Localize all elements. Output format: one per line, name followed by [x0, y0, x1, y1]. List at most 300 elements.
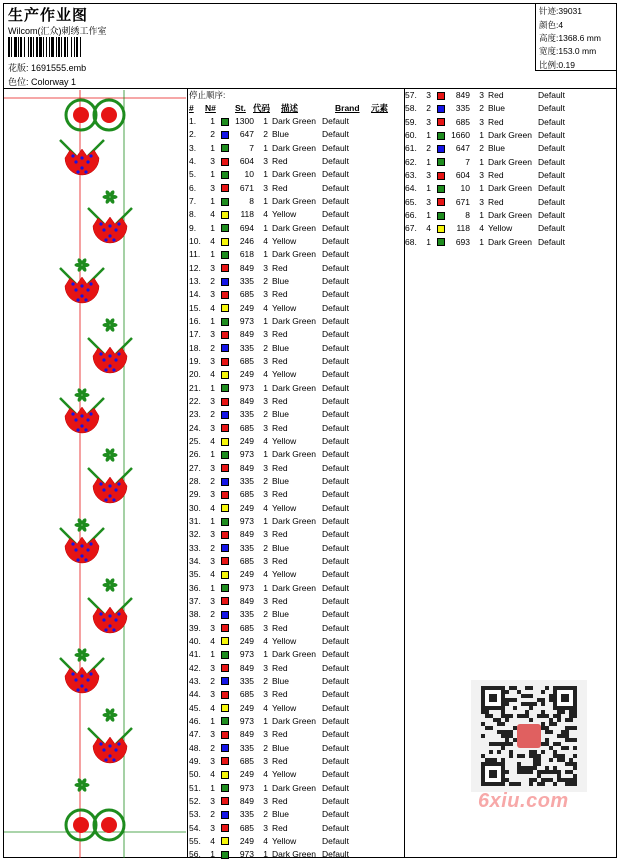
needle-number: 1	[210, 116, 215, 127]
qr-module	[553, 722, 557, 726]
thread-code: 973	[239, 449, 254, 460]
color-swatch	[437, 225, 445, 233]
thread-brand: Default	[322, 356, 349, 367]
table-row	[189, 608, 403, 621]
thread-code: 249	[239, 835, 254, 846]
thread-code: 685	[239, 422, 254, 433]
qr-module	[541, 726, 545, 730]
flower-motif-dot	[84, 298, 87, 301]
needle-number: 3	[210, 729, 215, 740]
color-number: 3	[263, 555, 268, 566]
qr-module	[549, 758, 553, 762]
flower-motif-dot	[71, 412, 74, 415]
color-description: Red	[272, 729, 288, 740]
qr-module	[501, 746, 505, 750]
color-description: Blue	[272, 675, 290, 686]
table-row	[189, 328, 403, 341]
qr-module	[533, 702, 537, 706]
thread-code: 685	[239, 755, 254, 766]
thread-brand: Default	[322, 182, 349, 193]
col-code: 代码	[253, 103, 271, 113]
thread-code: 335	[239, 542, 254, 553]
thread-brand: Default	[322, 249, 349, 260]
qr-module	[549, 718, 553, 722]
needle-number: 3	[210, 462, 215, 473]
qr-module	[529, 754, 533, 758]
color-description: Yellow	[272, 702, 297, 713]
color-number: 1	[263, 582, 268, 593]
flower-motif-dot	[80, 674, 83, 677]
qr-module	[517, 766, 521, 770]
thread-code: 604	[455, 170, 470, 181]
table-row	[189, 808, 403, 821]
color-number: 4	[263, 635, 268, 646]
qr-module	[557, 742, 561, 746]
color-description: Yellow	[272, 769, 297, 780]
qr-module	[509, 734, 513, 738]
page-title: 生产作业图	[8, 7, 89, 24]
color-swatch	[221, 611, 229, 619]
stop-number: 41.	[189, 649, 201, 660]
needle-number: 3	[210, 156, 215, 167]
qr-module	[541, 742, 545, 746]
color-description: Blue	[272, 342, 290, 353]
thread-brand: Default	[322, 675, 349, 686]
color-description: Red	[272, 262, 288, 273]
stop-sequence-table-2	[405, 89, 617, 249]
thread-code: 973	[239, 649, 254, 660]
col-needle: N#	[205, 103, 216, 113]
qr-module	[541, 710, 545, 714]
color-swatch	[221, 797, 229, 805]
qr-module	[569, 758, 573, 762]
color-swatch	[221, 704, 229, 712]
qr-module	[569, 718, 573, 722]
stop-number: 46.	[189, 715, 201, 726]
qr-module	[513, 686, 517, 690]
table-row	[189, 448, 403, 461]
flower-motif-dot	[80, 684, 83, 687]
thread-code: 335	[239, 342, 254, 353]
thread-code: 10	[460, 183, 470, 194]
thread-code: 335	[455, 103, 470, 114]
table-row	[189, 488, 403, 501]
qr-module	[525, 710, 529, 714]
thread-brand: Default	[538, 143, 565, 154]
flower-motif-dot	[89, 412, 92, 415]
needle-number: 4	[210, 209, 215, 220]
color-number: 3	[263, 356, 268, 367]
color-description: Dark Green	[488, 156, 532, 167]
qr-module	[529, 770, 533, 774]
table-row	[189, 635, 403, 648]
qr-module	[505, 742, 509, 746]
qr-module	[537, 782, 541, 786]
color-number: 3	[263, 262, 268, 273]
needle-number: 4	[210, 835, 215, 846]
table-row	[189, 795, 403, 808]
qr-module	[509, 714, 513, 718]
color-description: Dark Green	[272, 316, 316, 327]
qr-module	[529, 702, 533, 706]
thread-brand: Default	[322, 622, 349, 633]
stop-number: 12.	[189, 262, 201, 273]
color-number: 1	[263, 249, 268, 260]
qr-module	[545, 726, 549, 730]
thread-brand: Default	[322, 769, 349, 780]
thread-code: 685	[239, 689, 254, 700]
table-row	[189, 741, 403, 754]
thread-code: 973	[239, 316, 254, 327]
table-row	[189, 568, 403, 581]
color-description: Yellow	[488, 223, 513, 234]
color-swatch	[221, 531, 229, 539]
thread-code: 8	[465, 210, 470, 221]
qr-module	[505, 734, 509, 738]
qr-module	[529, 718, 533, 722]
qr-module	[533, 754, 537, 758]
thread-brand: Default	[322, 236, 349, 247]
color-description: Blue	[272, 542, 290, 553]
thread-brand: Default	[322, 302, 349, 313]
qr-module	[573, 738, 577, 742]
stat-scale: 比例: 0.19	[539, 59, 575, 70]
flower-motif	[93, 347, 127, 373]
qr-module	[557, 770, 561, 774]
thread-brand: Default	[322, 662, 349, 673]
flower-motif-dot	[76, 298, 79, 301]
thread-code: 849	[239, 529, 254, 540]
needle-number: 1	[210, 715, 215, 726]
color-swatch	[221, 158, 229, 166]
qr-module	[569, 738, 573, 742]
color-description: Dark Green	[488, 210, 532, 221]
table-row	[405, 89, 617, 102]
qr-module	[505, 738, 509, 742]
color-description: Red	[488, 196, 504, 207]
qr-module	[557, 734, 561, 738]
color-swatch	[221, 251, 229, 259]
table-row	[405, 156, 617, 169]
color-number: 3	[263, 422, 268, 433]
needle-number: 4	[426, 223, 431, 234]
color-number: 2	[263, 129, 268, 140]
qr-module	[485, 726, 489, 730]
thread-code: 849	[455, 90, 470, 101]
flower-motif-dot	[99, 222, 102, 225]
qr-module	[533, 778, 537, 782]
flower-motif-dot	[86, 160, 89, 163]
color-swatch	[221, 171, 229, 179]
color-description: Red	[272, 595, 288, 606]
table-row	[189, 128, 403, 141]
qr-module	[497, 722, 501, 726]
thread-code: 335	[239, 675, 254, 686]
color-swatch	[221, 238, 229, 246]
needle-number: 4	[210, 502, 215, 513]
thread-brand: Default	[322, 582, 349, 593]
qr-module	[561, 746, 565, 750]
thread-brand: Default	[322, 196, 349, 207]
color-swatch	[221, 371, 229, 379]
needle-number: 2	[426, 103, 431, 114]
color-description: Dark Green	[272, 169, 316, 180]
needle-number: 3	[210, 262, 215, 273]
stop-number: 42.	[189, 662, 201, 673]
needle-number: 1	[210, 782, 215, 793]
stop-number: 51.	[189, 782, 201, 793]
qr-module	[517, 690, 521, 694]
qr-module	[529, 782, 533, 786]
qr-module	[525, 714, 529, 718]
color-number: 3	[263, 662, 268, 673]
bottom-flower-left	[73, 817, 89, 833]
thread-brand: Default	[322, 755, 349, 766]
qr-module	[509, 754, 513, 758]
flower-motif-dot	[108, 754, 111, 757]
color-number: 1	[479, 210, 484, 221]
needle-number: 3	[210, 182, 215, 193]
color-description: Yellow	[272, 236, 297, 247]
thread-brand: Default	[322, 809, 349, 820]
qr-module	[553, 766, 557, 770]
color-swatch	[221, 544, 229, 552]
stop-number: 59.	[405, 116, 417, 127]
flower-motif-dot	[86, 678, 89, 681]
flower-motif-dot	[99, 482, 102, 485]
color-number: 3	[479, 90, 484, 101]
watermark-logo: 6xiu.com	[478, 790, 569, 812]
color-number: 1	[263, 382, 268, 393]
table-row	[189, 848, 403, 861]
color-number: 3	[263, 822, 268, 833]
stop-sequence-table-1	[189, 89, 403, 861]
thread-brand: Default	[322, 169, 349, 180]
color-swatch	[221, 851, 229, 859]
col-st: St.	[235, 103, 246, 113]
color-swatch	[221, 637, 229, 645]
thread-code: 973	[239, 782, 254, 793]
needle-number: 3	[210, 755, 215, 766]
flower-motif-dot	[86, 418, 89, 421]
thread-code: 973	[239, 849, 254, 860]
qr-module	[573, 746, 577, 750]
flower-motif-dot	[117, 742, 120, 745]
flower-motif-dot	[80, 424, 83, 427]
thread-brand: Default	[322, 436, 349, 447]
qr-module	[561, 754, 565, 758]
flower-motif	[93, 737, 127, 763]
qr-module	[533, 750, 537, 754]
color-description: Blue	[272, 609, 290, 620]
table-row	[189, 275, 403, 288]
color-swatch	[221, 278, 229, 286]
color-swatch	[221, 691, 229, 699]
thread-brand: Default	[538, 210, 565, 221]
qr-module	[533, 762, 537, 766]
color-swatch	[221, 398, 229, 406]
needle-number: 3	[210, 689, 215, 700]
flower-motif-dot	[84, 688, 87, 691]
stop-number: 56.	[189, 849, 201, 860]
flower-motif-dot	[74, 160, 77, 163]
color-number: 4	[263, 502, 268, 513]
color-swatch	[221, 677, 229, 685]
qr-module	[485, 714, 489, 718]
thread-code: 118	[456, 223, 470, 234]
qr-module	[493, 718, 497, 722]
flower-motif-dot	[104, 368, 107, 371]
table-row	[189, 115, 403, 128]
design-file-line	[8, 61, 86, 74]
needle-number: 3	[210, 289, 215, 300]
stop-number: 13.	[189, 276, 201, 287]
flower-motif-dot	[104, 628, 107, 631]
color-description: Dark Green	[488, 130, 532, 141]
flower-motif-dot	[102, 748, 105, 751]
table-row	[189, 262, 403, 275]
thread-brand: Default	[322, 276, 349, 287]
qr-module	[565, 770, 569, 774]
thread-brand: Default	[322, 502, 349, 513]
stop-number: 16.	[189, 316, 201, 327]
color-description: Red	[272, 422, 288, 433]
qr-module	[557, 714, 561, 718]
qr-module	[525, 770, 529, 774]
needle-number: 3	[426, 90, 431, 101]
thread-brand: Default	[538, 170, 565, 181]
thread-brand: Default	[322, 702, 349, 713]
thread-brand: Default	[322, 396, 349, 407]
flower-motif-dot	[114, 618, 117, 621]
table-row	[189, 542, 403, 555]
flower-motif-dot	[104, 498, 107, 501]
flower-motif-dot	[71, 282, 74, 285]
thread-brand: Default	[322, 609, 349, 620]
qr-module	[481, 754, 485, 758]
qr-module	[541, 702, 545, 706]
qr-module	[489, 758, 493, 762]
flower-motif-dot	[114, 358, 117, 361]
thread-brand: Default	[322, 489, 349, 500]
design-preview	[4, 90, 186, 858]
qr-module	[541, 782, 545, 786]
qr-module	[549, 746, 553, 750]
flower-motif-dot	[76, 558, 79, 561]
color-swatch	[221, 771, 229, 779]
color-swatch	[437, 132, 445, 140]
color-number: 1	[263, 649, 268, 660]
color-description: Red	[272, 689, 288, 700]
needle-number: 1	[210, 516, 215, 526]
qr-module	[485, 710, 489, 714]
color-number: 2	[263, 409, 268, 420]
bottom-flower-right	[101, 817, 117, 833]
color-number: 2	[479, 103, 484, 114]
qr-module	[509, 686, 513, 690]
stop-number: 67.	[405, 223, 417, 234]
needle-number: 2	[210, 276, 215, 287]
needle-number: 3	[210, 662, 215, 673]
thread-brand: Default	[322, 316, 349, 327]
stop-number: 43.	[189, 675, 201, 686]
qr-module	[553, 754, 557, 758]
table-row	[405, 182, 617, 195]
color-number: 4	[479, 223, 484, 234]
color-description: Red	[272, 182, 288, 193]
flower-motif-dot	[99, 352, 102, 355]
color-number: 3	[263, 795, 268, 806]
stop-number: 10.	[189, 236, 201, 247]
needle-number: 2	[210, 809, 215, 820]
color-swatch	[221, 144, 229, 152]
qr-module	[565, 782, 569, 786]
qr-module	[505, 690, 509, 694]
thread-code: 973	[239, 382, 254, 393]
qr-module	[509, 742, 513, 746]
flower-motif	[93, 217, 127, 243]
color-number: 2	[263, 609, 268, 620]
needle-number: 4	[210, 769, 215, 780]
qr-module	[505, 718, 509, 722]
stop-number: 17.	[189, 329, 201, 340]
stop-number: 35.	[189, 569, 201, 580]
color-number: 1	[263, 516, 268, 526]
color-swatch	[437, 172, 445, 180]
stop-number: 6.	[189, 182, 197, 193]
qr-module	[561, 758, 565, 762]
table-row	[189, 688, 403, 701]
flower-motif-dot	[99, 742, 102, 745]
color-description: Blue	[272, 409, 290, 420]
flower-motif-dot	[76, 688, 79, 691]
thread-code: 647	[455, 143, 470, 154]
table-row	[405, 129, 617, 142]
thread-code: 685	[239, 289, 254, 300]
thread-brand: Default	[322, 462, 349, 473]
qr-module	[497, 750, 501, 754]
flower-motif	[65, 407, 99, 433]
needle-number: 2	[210, 342, 215, 353]
flower-motif-dot	[114, 748, 117, 751]
color-description: Red	[272, 822, 288, 833]
color-description: Red	[272, 795, 288, 806]
thread-brand: Default	[322, 409, 349, 420]
qr-module	[481, 722, 485, 726]
thread-code: 849	[239, 262, 254, 273]
thread-code: 246	[239, 236, 254, 247]
thread-brand: Default	[322, 835, 349, 846]
qr-module	[529, 750, 533, 754]
color-number: 3	[263, 622, 268, 633]
company-name: Wilcom(汇众)刺绣工作室	[8, 26, 107, 36]
thread-brand: Default	[322, 569, 349, 580]
table-row	[189, 701, 403, 714]
sequence-title: 停止顺序:	[189, 90, 226, 100]
color-swatch	[221, 384, 229, 392]
color-number: 3	[263, 462, 268, 473]
table-row	[189, 661, 403, 674]
qr-module	[501, 758, 505, 762]
stop-number: 21.	[189, 382, 201, 393]
table-body-2	[405, 89, 617, 249]
qr-module	[573, 766, 577, 770]
color-description: Red	[488, 170, 504, 181]
qr-module	[569, 726, 573, 730]
flower-motif-dot	[108, 234, 111, 237]
color-swatch	[221, 264, 229, 272]
stop-number: 66.	[405, 210, 417, 221]
